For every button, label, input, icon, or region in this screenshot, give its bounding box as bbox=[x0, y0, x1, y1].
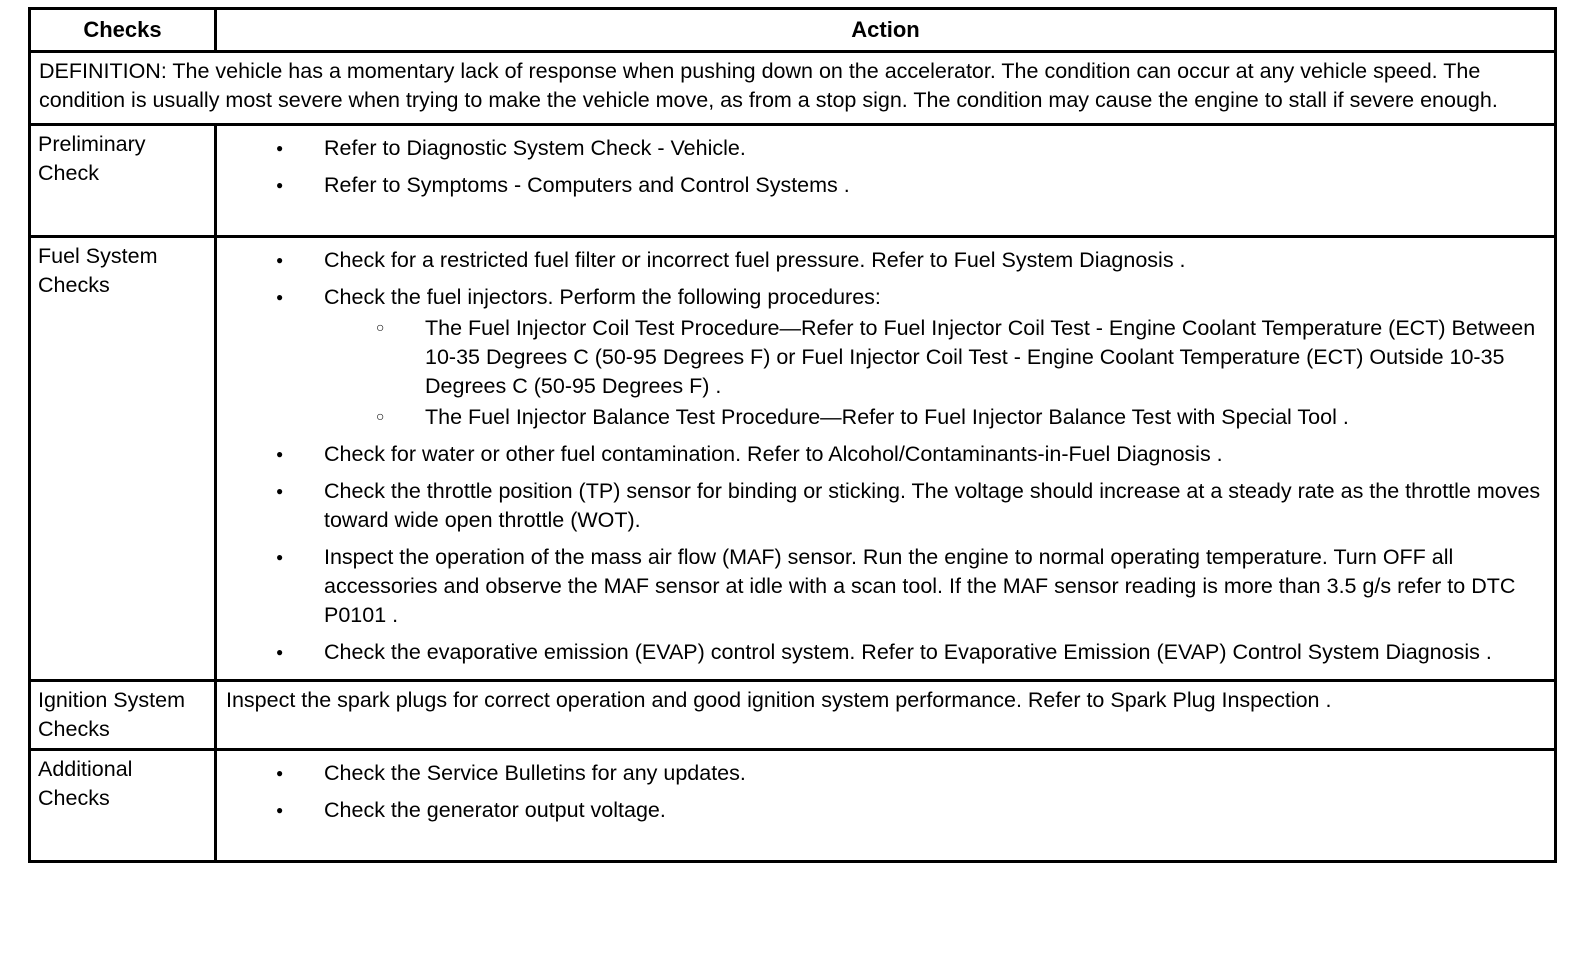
action-sub-bullet: ○ The Fuel Injector Balance Test Procedure—Refer to Fuel Injector Balance Test with Special Tool . bbox=[324, 403, 1547, 432]
definition-text: DEFINITION: The vehicle has a momentary lack of response when pushing down on the accelerator. The condition can occur at any vehicle speed. The condition is usually most severe when trying to make the vehicle move, as from a stop sign. The condition may cause the engine to stall if severe enough. bbox=[30, 51, 1556, 124]
action-bullet-list bbox=[224, 759, 1547, 825]
table-row-preliminary-check bbox=[30, 124, 1556, 236]
action-bullet-list bbox=[224, 246, 1547, 667]
header-row bbox=[30, 9, 1556, 52]
action-bullet: ● Check the throttle position (TP) sensor for binding or sticking. The voltage should increase at a steady rate as the throttle moves toward wide open throttle (WOT). bbox=[224, 477, 1547, 535]
action-bullet: ● Check for a restricted fuel filter or incorrect fuel pressure. Refer to Fuel System Diagnosis . bbox=[224, 246, 1547, 275]
check-label-preliminary: Preliminary Check bbox=[30, 124, 216, 236]
symptom-diagnosis-table bbox=[28, 7, 1557, 863]
action-bullet: ● Refer to Symptoms - Computers and Control Systems . bbox=[224, 171, 1547, 200]
action-cell-additional bbox=[216, 749, 1556, 861]
column-header-checks: Checks bbox=[30, 9, 216, 52]
action-cell-preliminary bbox=[216, 124, 1556, 236]
action-sub-bullet: ○ The Fuel Injector Coil Test Procedure—Refer to Fuel Injector Coil Test - Engine Coolant Temperature (ECT) Between 10-35 Degrees C (50-95 Degrees F) or Fuel Injector Coil Test - Engine Coolant Temperature (ECT) Outside 10-35 Degrees C (50-95 Degrees F) . bbox=[324, 314, 1547, 401]
action-cell-fuel bbox=[216, 236, 1556, 680]
action-bullet: ● Check the generator output voltage. bbox=[224, 796, 1547, 825]
sub-bullet-list bbox=[324, 314, 1547, 432]
action-cell-ignition: Inspect the spark plugs for correct operation and good ignition system performance. Refer to Spark Plug Inspection . bbox=[216, 680, 1556, 749]
check-label-ignition: Ignition System Checks bbox=[30, 680, 216, 749]
table-row-fuel-system-checks bbox=[30, 236, 1556, 680]
check-label-additional: Additional Checks bbox=[30, 749, 216, 861]
action-bullet: ● Inspect the operation of the mass air flow (MAF) sensor. Run the engine to normal operating temperature. Turn OFF all accessories and observe the MAF sensor at idle with a scan tool. If the MAF sensor reading is more than 3.5 g/s refer to DTC P0101 . bbox=[224, 543, 1547, 630]
table-row-additional-checks bbox=[30, 749, 1556, 861]
action-bullet: ● Check the evaporative emission (EVAP) control system. Refer to Evaporative Emission (EVAP) Control System Diagnosis . bbox=[224, 638, 1547, 667]
table-row-ignition-system-checks bbox=[30, 680, 1556, 749]
column-header-action: Action bbox=[216, 9, 1556, 52]
action-bullet: ● Check the fuel injectors. Perform the following procedures: ○ The Fuel Injector Coil Test Procedure—Refer to Fuel Injector Coil Test - Engine Coolant Temperature (ECT) Between 10-35 Degrees C (50-95 Degrees F) or Fuel Injector Coil Test - Engine Coolant Temperature (ECT) Outside 10-35 Degrees C (50-95 Degrees F) . ○ The Fuel Injector Balance Test Procedure—Refer to Fuel Injector Balance Test with Special Tool . bbox=[224, 283, 1547, 432]
definition-row bbox=[30, 51, 1556, 124]
action-bullet: ● Check for water or other fuel contamination. Refer to Alcohol/Contaminants-in-Fuel Diagnosis . bbox=[224, 440, 1547, 469]
action-bullet: ● Check the Service Bulletins for any updates. bbox=[224, 759, 1547, 788]
action-bullet: ● Refer to Diagnostic System Check - Vehicle. bbox=[224, 134, 1547, 163]
check-label-fuel: Fuel System Checks bbox=[30, 236, 216, 680]
action-bullet-list bbox=[224, 134, 1547, 200]
